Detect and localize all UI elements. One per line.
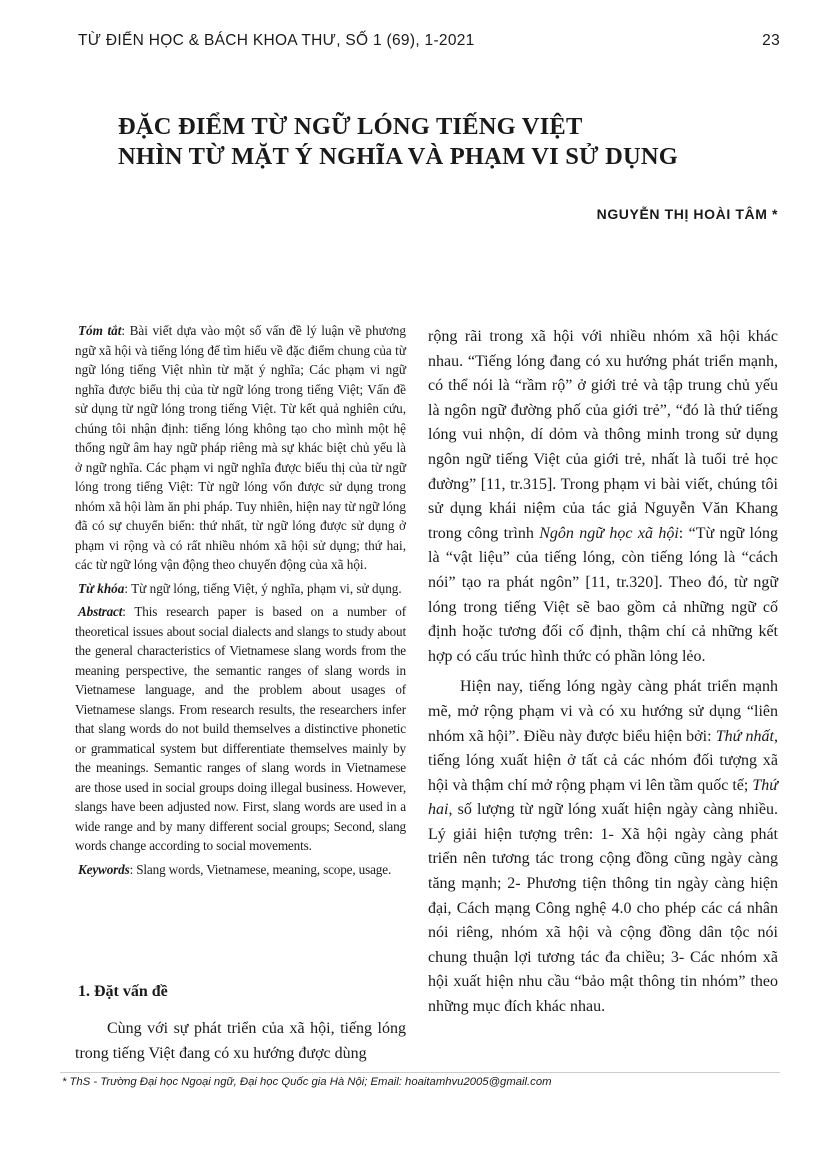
journal-name: TỪ ĐIỂN HỌC & BÁCH KHOA THƯ, SỐ 1 (69), 1-2021 [78, 32, 475, 49]
title-line-1: ĐẶC ĐIỂM TỪ NGỮ LÓNG TIẾNG VIỆT [118, 113, 583, 140]
keywords-en-text: : Slang words, Vietnamese, meaning, scope, usage. [129, 861, 392, 877]
page-number: 23 [762, 32, 780, 49]
body-paragraph-2 [428, 675, 778, 1019]
left-body [75, 1017, 406, 1066]
text-segment: , số lượng từ ngữ lóng xuất hiện ngày càng nhiều. Lý giải hiện tượng trên: 1- Xã hội ngày càng phát triển nên tương tác trong cộng đồng cũng ngày càng tăng mạnh; 2- Phương tiện thông tin ngày càng hiện đại, Cách mạng Công nghệ 4.0 cho phép các cá nhân nói riêng, nhóm xã hội và cộng đồng dân tộc nói chung thuận lợi tương tác đa chiều; 3- Các nhóm xã hội xuất hiện nhu cầu “bảo mật thông tin nhóm” theo những mục đích khác nhau. [428, 801, 778, 1016]
abstract-vi-text: : Bài viết dựa vào một số vấn đề lý luận về phương ngữ xã hội và tiếng lóng để tìm hiểu về đặc điểm chung của từ ngữ lóng tiếng Việt nhìn từ mặt ý nghĩa; Các phạm vi ngữ nghĩa được biểu thị của từ ngữ lóng trong tiếng Việt; Vấn đề sử dụng từ ngữ lóng trong tiếng Việt. Từ kết quả nghiên cứu, chúng tôi nhận định: tiếng lóng không tạo cho mình một hệ thống ngữ âm hay ngữ pháp riêng mà sự khác biệt chủ yếu là ở ngữ nghĩa. Các phạm vi ngữ nghĩa được biểu thị của từ ngữ lóng trong tiếng Việt: Từ ngữ lóng vốn được sử dụng trong nhóm xã hội làm ăn phi pháp. Tuy nhiên, hiện nay từ ngữ lóng đã có sự chuyển biến: thứ nhất, từ ngữ lóng được sử dụng ở phạm vi rộng và có rất nhiều nhóm xã hội sử dụng; thứ hai, các từ ngữ lóng vận động theo chuyển động của xã hội. [75, 323, 406, 572]
footnote-divider [60, 1072, 780, 1073]
keywords-en-label: Keywords [78, 861, 130, 877]
abstract-column [75, 321, 406, 883]
running-header [78, 32, 780, 50]
keywords-vi [75, 579, 406, 599]
emphasis: Thứ nhất [715, 727, 774, 745]
body-paragraph: Cùng với sự phát triển của xã hội, tiếng lóng trong tiếng Việt đang có xu hướng được dùng [75, 1020, 406, 1062]
author-name: NGUYỄN THỊ HOÀI TÂM * [596, 206, 778, 222]
keywords-en [75, 860, 406, 880]
article-title [118, 112, 678, 172]
text-segment: : “Từ ngữ lóng là “vật liệu” của tiếng lóng, còn tiếng lóng là “cách nói” tạo ra phát ngôn” [11, tr.320]. Theo đó, từ ngữ lóng trong tiếng Việt sẽ bao gồm cả những ngữ cố định hoặc tương đối cố định, thậm chí cả những kết hợp có cấu trúc hình thức có phần lỏng lẻo. [428, 524, 778, 665]
text-segment: Hiện nay, tiếng lóng ngày càng phát triển mạnh mẽ, mở rộng phạm vi và có xu hướng sử dụng “liên nhóm xã hội”. Điều này được biểu hiện bởi: [428, 678, 778, 745]
emphasis: Thứ hai [428, 776, 778, 819]
abstract-en-text: : This research paper is based on a number of theoretical issues about social dialects and slangs to study about the general characteristics of Vietnamese slang words from the meaning perspective, the semantic ranges of slang words in Vietnamese language, and the problem about usages of Vietnamese slangs. From research results, the researchers infer that slang words do not build themselves a distinctive phonetic or grammatical system but differentiate themselves mainly by the meanings. Semantic ranges of slang words in Vietnamese are those used in social groups doing illegal business. However, slangs have been adjusted now. First, slang words are used in a wide range and by many different social groups; Second, slang words change according to social movements. [75, 604, 406, 853]
keywords-vi-text: : Từ ngữ lóng, tiếng Việt, ý nghĩa, phạm vi, sử dụng. [124, 580, 402, 596]
abstract-vi-label: Tóm tắt [78, 323, 122, 338]
abstract-en-label: Abstract [78, 604, 123, 619]
abstract-vi [75, 321, 406, 575]
title-line-2: NHÌN TỪ MẶT Ý NGHĨA VÀ PHẠM VI SỬ DỤNG [118, 143, 679, 170]
abstract-en [75, 602, 406, 856]
book-title: Ngôn ngữ học xã hội [539, 524, 679, 542]
section-heading: 1. Đặt vấn đề [78, 983, 168, 1000]
right-column [428, 325, 778, 1026]
text-segment: , tiếng lóng xuất hiện ở tất cả các nhóm đối tượng xã hội và thậm chí mở rộng phạm vi lên tầm quốc tế; [428, 727, 778, 794]
keywords-vi-label: Từ khóa [78, 580, 125, 596]
footnote: * ThS - Trường Đại học Ngoại ngữ, Đại học Quốc gia Hà Nội; Email: hoaitamhvu2005@gmail.com [62, 1076, 552, 1088]
text-segment: rộng rãi trong xã hội với nhiều nhóm xã hội khác nhau. “Tiếng lóng đang có xu hướng phát triển mạnh, có thể nói là “rầm rộ” ở giới trẻ và tập trung chủ yếu là ngôn ngữ đường phố của giới trẻ”, “đó là thứ tiếng lóng vui nhộn, dí dỏm và thông minh trong sử dụng ngôn ngữ tiếng Việt của giới trẻ, nhất là tuổi trẻ học đường” [11, tr.315]. Trong phạm vi bài viết, chúng tôi sử dụng khái niệm của tác giả Nguyễn Văn Khang trong công trình [428, 328, 778, 542]
body-paragraph-1 [428, 325, 778, 669]
